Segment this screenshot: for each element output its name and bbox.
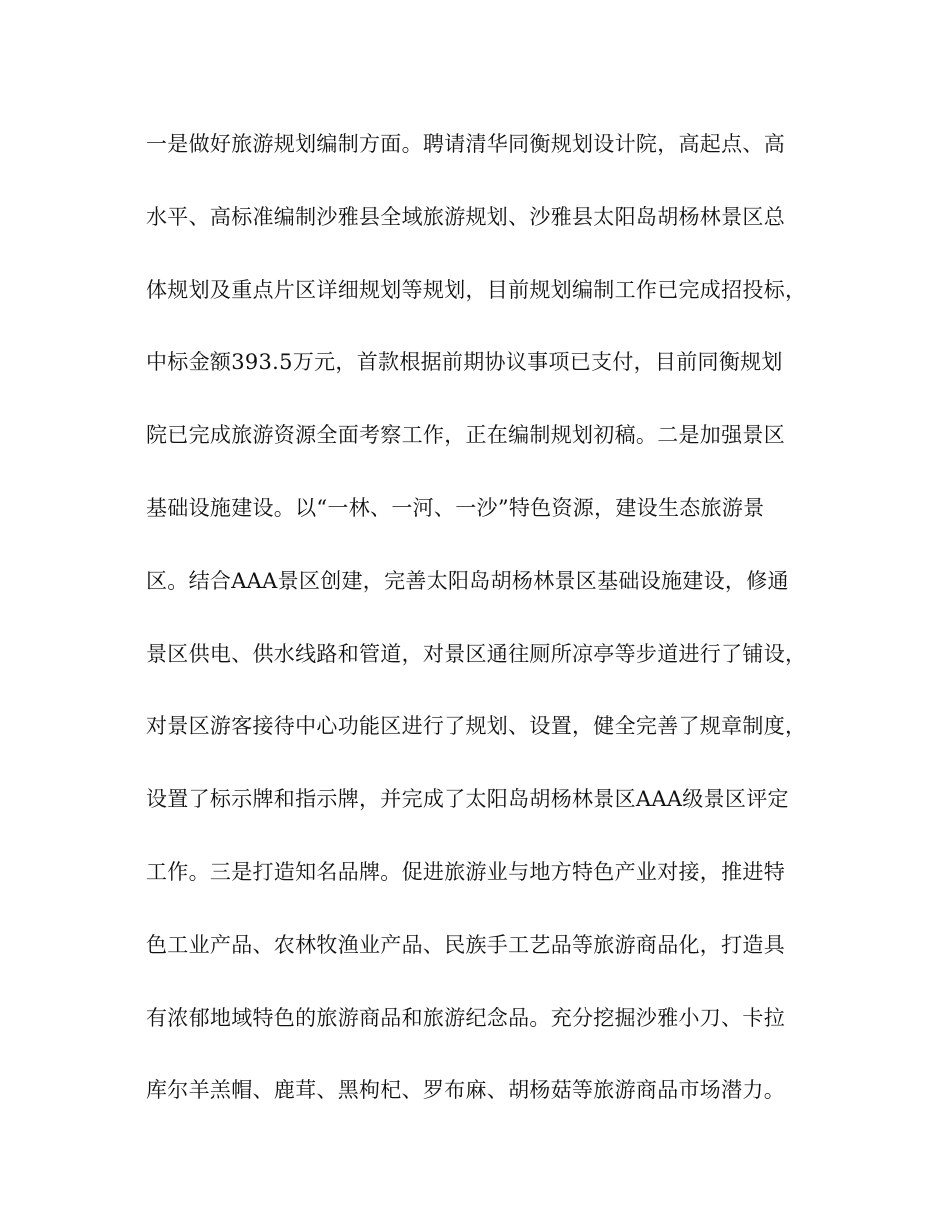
text-line: 一是做好旅游规划编制方面。聘请清华同衡规划设计院，高起点、高 [146,132,785,156]
text-line: 工作。三是打造知名品牌。促进旅游业与地方特色产业对接，推进特 [146,859,785,884]
text-line: 区。结合AAA景区创建，完善太阳岛胡杨林景区基础设施建设，修通 [146,568,789,593]
text-line: 库尔羊羔帽、鹿茸、黑枸杞、罗布麻、胡杨菇等旅游商品市场潜力。 [146,1078,785,1103]
body-paragraph [146,124,806,1143]
text-line: 对景区游客接待中心功能区进行了规划、设置，健全完善了规章制度， [146,714,807,739]
text-line: 基础设施建设。以“一林、一河、一沙”特色资源，建设生态旅游景 [146,495,765,520]
text-line: 中标金额393.5万元，首款根据前期协议事项已支付，目前同衡规划 [146,350,783,375]
text-line: 体规划及重点片区详细规划等规划，目前规划编制工作已完成招投标， [146,277,807,302]
text-line: 色工业产品、农林牧渔业产品、民族手工艺品等旅游商品化，打造具 [146,932,785,957]
text-line: 景区供电、供水线路和管道，对景区通往厕所凉亭等步道进行了铺设， [146,641,807,666]
text-line: 设置了标示牌和指示牌，并完成了太阳岛胡杨林景区AAA级景区评定 [146,787,789,812]
text-line: 有浓郁地域特色的旅游商品和旅游纪念品。充分挖掘沙雅小刀、卡拉 [146,1005,785,1030]
text-line: 院已完成旅游资源全面考察工作，正在编制规划初稿。二是加强景区 [146,423,785,448]
text-line: 水平、高标准编制沙雅县全域旅游规划、沙雅县太阳岛胡杨林景区总 [146,204,785,229]
